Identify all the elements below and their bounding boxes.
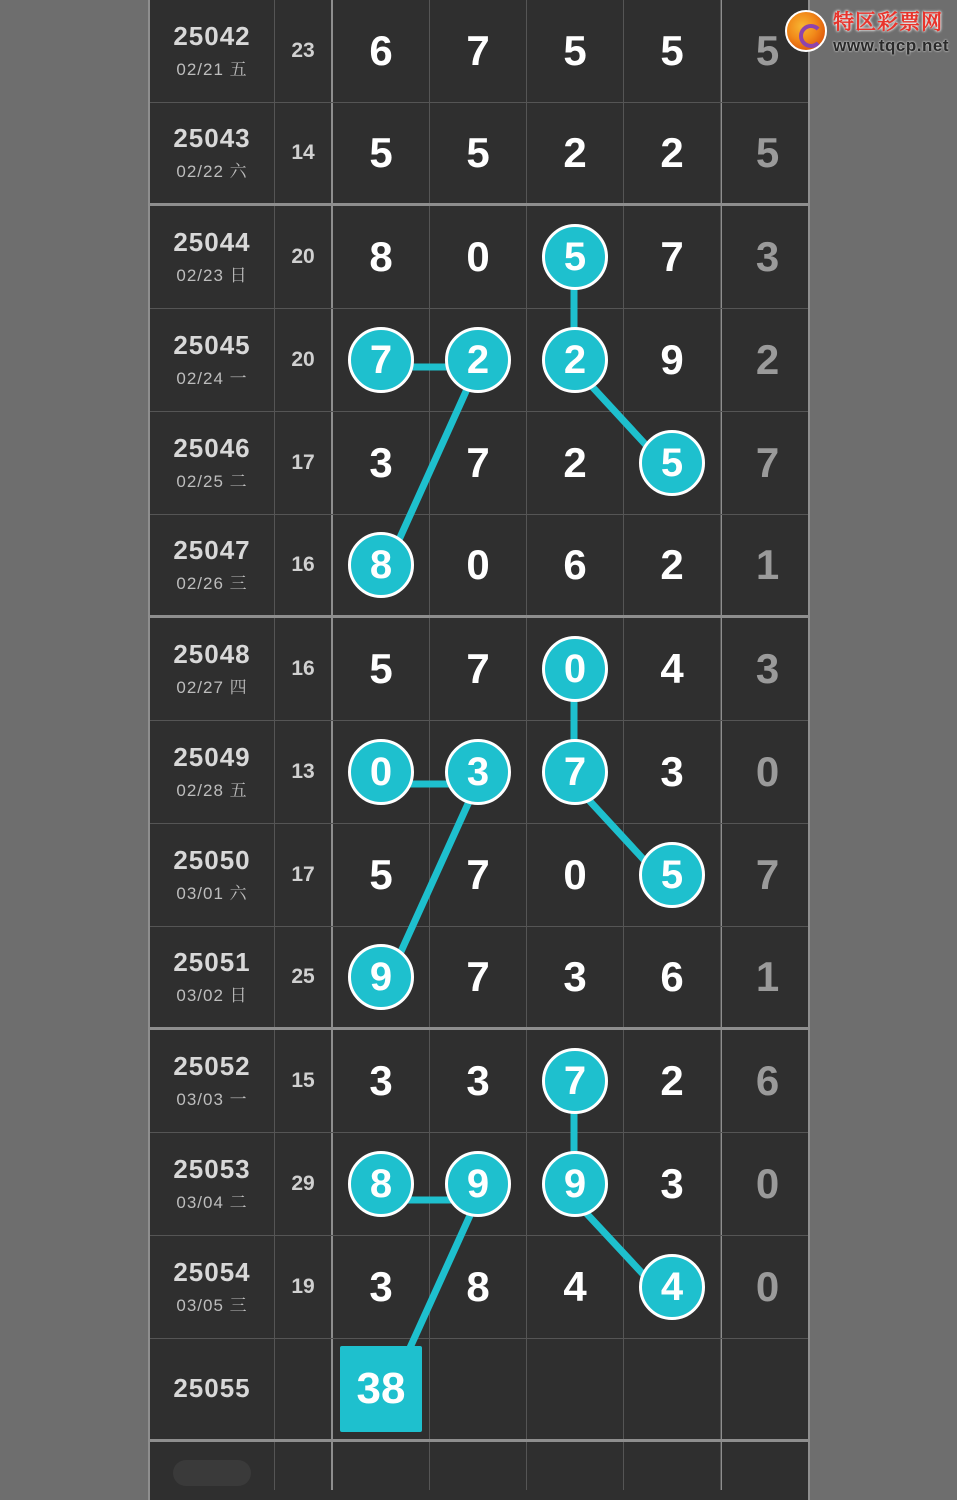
ball-cell[interactable] xyxy=(333,927,430,1027)
ball-number: 2 xyxy=(563,129,587,176)
issue-cell xyxy=(150,927,275,1027)
table-row[interactable] xyxy=(150,206,808,309)
sum-cell: 16 xyxy=(275,618,333,720)
issue-date: 02/21 五 xyxy=(176,60,248,80)
ball-number: 4 xyxy=(639,1254,705,1320)
ball-number: 6 xyxy=(563,541,587,588)
sum-cell: 20 xyxy=(275,206,333,308)
ball-cell[interactable] xyxy=(430,721,527,823)
issue-number: 25042 xyxy=(173,20,251,51)
last-digit-cell: 2 xyxy=(721,309,813,411)
ball-cell[interactable] xyxy=(527,309,624,411)
issue-cell xyxy=(150,103,275,203)
ball-cell[interactable] xyxy=(430,1133,527,1235)
ball-cell[interactable] xyxy=(430,824,527,926)
ball-cell[interactable] xyxy=(430,103,527,203)
ball-number: 9 xyxy=(660,336,684,383)
ball-number: 2 xyxy=(563,439,587,486)
ball-cell[interactable] xyxy=(624,412,721,514)
issue-cell xyxy=(150,1339,275,1439)
ball-number: 3 xyxy=(369,1057,393,1104)
table-rows xyxy=(150,0,808,1490)
table-row-partial[interactable] xyxy=(150,1442,808,1490)
ball-cell[interactable] xyxy=(333,103,430,203)
ball-cell[interactable] xyxy=(624,1236,721,1338)
issue-number: 25049 xyxy=(173,741,251,772)
ball-number: 3 xyxy=(660,748,684,795)
ball-number: 5 xyxy=(369,129,393,176)
ball-cell[interactable] xyxy=(527,927,624,1027)
issue-number: 25047 xyxy=(173,534,251,565)
ball-cell[interactable] xyxy=(527,1442,624,1490)
issue-cell xyxy=(150,824,275,926)
sum-cell: 23 xyxy=(275,0,333,102)
ball-cell[interactable] xyxy=(624,1133,721,1235)
table-row[interactable] xyxy=(150,1133,808,1236)
ball-cell[interactable] xyxy=(624,309,721,411)
ball-cell[interactable] xyxy=(624,1442,721,1490)
issue-number: 25051 xyxy=(173,946,251,977)
table-row[interactable] xyxy=(150,721,808,824)
issue-cell xyxy=(150,515,275,615)
ball-number: 3 xyxy=(369,1263,393,1310)
ball-cell[interactable] xyxy=(333,1236,430,1338)
table-row[interactable] xyxy=(150,309,808,412)
ball-number: 0 xyxy=(348,739,414,805)
ball-number: 0 xyxy=(563,851,587,898)
ball-number: 8 xyxy=(348,1151,414,1217)
ball-cell[interactable] xyxy=(527,103,624,203)
table-row[interactable] xyxy=(150,1339,808,1442)
sum-cell: 20 xyxy=(275,309,333,411)
sum-cell xyxy=(275,1339,333,1439)
ball-cell[interactable] xyxy=(624,103,721,203)
issue-number: 25044 xyxy=(173,226,251,257)
ball-number: 5 xyxy=(660,27,684,74)
ball-number: 5 xyxy=(563,27,587,74)
ball-number: 7 xyxy=(542,1048,608,1114)
issue-date: 03/03 一 xyxy=(176,1090,248,1110)
ball-cell[interactable] xyxy=(527,0,624,102)
last-digit-cell: 3 xyxy=(721,618,813,720)
ball-number: 0 xyxy=(542,636,608,702)
ball-number: 3 xyxy=(563,953,587,1000)
ball-number: 2 xyxy=(542,327,608,393)
ball-cell[interactable] xyxy=(333,309,430,411)
ball-cell[interactable] xyxy=(624,1339,721,1439)
issue-number: 25054 xyxy=(173,1256,251,1287)
table-row[interactable] xyxy=(150,0,808,103)
placeholder-pill xyxy=(173,1460,251,1486)
last-digit-cell xyxy=(721,1442,813,1490)
ball-cell[interactable] xyxy=(527,824,624,926)
issue-date: 02/25 二 xyxy=(176,472,248,492)
table-row[interactable] xyxy=(150,412,808,515)
ball-cell[interactable] xyxy=(527,721,624,823)
sum-cell: 14 xyxy=(275,103,333,203)
watermark-url: www.tqcp.net xyxy=(833,36,949,55)
ball-number: 9 xyxy=(348,944,414,1010)
sum-cell xyxy=(275,1442,333,1490)
ball-cell[interactable] xyxy=(430,1339,527,1439)
issue-number: 25046 xyxy=(173,432,251,463)
sum-cell: 15 xyxy=(275,1030,333,1132)
issue-date: 02/22 六 xyxy=(176,162,248,182)
sum-cell: 13 xyxy=(275,721,333,823)
issue-number: 25050 xyxy=(173,844,251,875)
last-digit-cell: 1 xyxy=(721,927,813,1027)
issue-number: 25048 xyxy=(173,638,251,669)
ball-number: 2 xyxy=(445,327,511,393)
ball-number: 5 xyxy=(369,645,393,692)
issue-cell xyxy=(150,618,275,720)
ball-cell[interactable] xyxy=(333,1339,430,1439)
last-digit-cell: 5 xyxy=(721,103,813,203)
last-digit-cell: 0 xyxy=(721,1133,813,1235)
watermark-title: 特区彩票网 xyxy=(833,11,944,34)
issue-date: 03/04 二 xyxy=(176,1193,248,1213)
ball-cell[interactable] xyxy=(624,206,721,308)
ball-cell[interactable] xyxy=(527,515,624,615)
ball-cell[interactable] xyxy=(624,824,721,926)
sum-cell: 17 xyxy=(275,824,333,926)
issue-date: 03/01 六 xyxy=(176,884,248,904)
issue-number: 25052 xyxy=(173,1050,251,1081)
ball-cell[interactable] xyxy=(333,1442,430,1490)
ball-number: 8 xyxy=(369,233,393,280)
ball-cell[interactable] xyxy=(430,206,527,308)
ball-number: 9 xyxy=(542,1151,608,1217)
issue-number: 25053 xyxy=(173,1153,251,1184)
ball-cell[interactable] xyxy=(333,206,430,308)
ball-number: 5 xyxy=(639,842,705,908)
issue-cell xyxy=(150,309,275,411)
ball-cell[interactable] xyxy=(333,0,430,102)
ball-number: 7 xyxy=(466,439,490,486)
issue-date: 03/05 三 xyxy=(176,1296,248,1316)
ball-number: 7 xyxy=(542,739,608,805)
ball-number: 5 xyxy=(466,129,490,176)
last-digit-cell: 7 xyxy=(721,824,813,926)
ball-cell[interactable] xyxy=(333,824,430,926)
ball-number: 7 xyxy=(466,851,490,898)
ball-cell[interactable] xyxy=(430,618,527,720)
table-row[interactable] xyxy=(150,1030,808,1133)
ball-number: 7 xyxy=(466,953,490,1000)
ball-cell[interactable] xyxy=(333,412,430,514)
sum-cell: 19 xyxy=(275,1236,333,1338)
ball-number: 8 xyxy=(348,532,414,598)
ball-cell[interactable] xyxy=(527,618,624,720)
ball-cell[interactable] xyxy=(527,206,624,308)
ball-number: 8 xyxy=(466,1263,490,1310)
ball-cell[interactable] xyxy=(527,1236,624,1338)
ball-number: 0 xyxy=(466,233,490,280)
ball-cell[interactable] xyxy=(430,1442,527,1490)
ball-cell[interactable] xyxy=(333,515,430,615)
ball-cell[interactable] xyxy=(333,721,430,823)
table-row[interactable] xyxy=(150,927,808,1030)
ball-number: 6 xyxy=(660,953,684,1000)
table-row[interactable] xyxy=(150,824,808,927)
ball-cell[interactable] xyxy=(430,927,527,1027)
issue-cell xyxy=(150,1030,275,1132)
last-digit-cell: 0 xyxy=(721,721,813,823)
ball-number: 5 xyxy=(369,851,393,898)
ball-number: 4 xyxy=(660,645,684,692)
issue-date: 02/23 日 xyxy=(176,266,248,286)
last-digit-cell: 6 xyxy=(721,1030,813,1132)
ball-number: 3 xyxy=(369,439,393,486)
issue-date: 03/02 日 xyxy=(176,986,248,1006)
sum-cell: 16 xyxy=(275,515,333,615)
ball-cell[interactable] xyxy=(527,1030,624,1132)
ball-cell[interactable] xyxy=(430,1030,527,1132)
ball-number: 5 xyxy=(639,430,705,496)
lottery-ball-icon xyxy=(785,10,827,52)
ball-number: 9 xyxy=(445,1151,511,1217)
ball-cell[interactable] xyxy=(624,1030,721,1132)
issue-number: 25043 xyxy=(173,122,251,153)
ball-cell[interactable] xyxy=(430,1236,527,1338)
ball-cell[interactable] xyxy=(430,412,527,514)
ball-number: 7 xyxy=(660,233,684,280)
ball-cell[interactable] xyxy=(624,927,721,1027)
issue-date: 02/28 五 xyxy=(176,781,248,801)
issue-cell xyxy=(150,721,275,823)
ball-number: 4 xyxy=(563,1263,587,1310)
ball-cell[interactable] xyxy=(333,1133,430,1235)
ball-cell[interactable] xyxy=(527,412,624,514)
issue-cell xyxy=(150,1236,275,1338)
lottery-trend-table xyxy=(148,0,810,1500)
ball-number: 2 xyxy=(660,541,684,588)
ball-cell[interactable] xyxy=(430,309,527,411)
ball-number: 2 xyxy=(660,129,684,176)
last-digit-cell: 7 xyxy=(721,412,813,514)
ball-cell[interactable] xyxy=(333,618,430,720)
site-watermark xyxy=(785,6,949,56)
issue-date: 02/24 一 xyxy=(176,369,248,389)
ball-number: 7 xyxy=(466,27,490,74)
ball-number: 5 xyxy=(542,224,608,290)
last-digit-cell xyxy=(721,1339,813,1439)
last-digit-cell: 0 xyxy=(721,1236,813,1338)
ball-number: 7 xyxy=(348,327,414,393)
ball-cell[interactable] xyxy=(333,1030,430,1132)
ball-number: 2 xyxy=(660,1057,684,1104)
issue-cell xyxy=(150,412,275,514)
ball-number: 3 xyxy=(445,739,511,805)
issue-cell xyxy=(150,0,275,102)
sum-cell: 25 xyxy=(275,927,333,1027)
last-digit-cell: 5 xyxy=(721,0,813,102)
table-row[interactable] xyxy=(150,1236,808,1339)
ball-number: 3 xyxy=(660,1160,684,1207)
issue-date: 02/27 四 xyxy=(176,678,248,698)
issue-number: 25045 xyxy=(173,329,251,360)
sum-cell: 29 xyxy=(275,1133,333,1235)
ball-cell[interactable] xyxy=(624,515,721,615)
ball-cell[interactable] xyxy=(430,515,527,615)
ball-cell[interactable] xyxy=(527,1339,624,1439)
last-digit-cell: 3 xyxy=(721,206,813,308)
sum-cell: 17 xyxy=(275,412,333,514)
ball-number: 38 xyxy=(340,1346,422,1432)
issue-date: 02/26 三 xyxy=(176,574,248,594)
ball-cell[interactable] xyxy=(624,0,721,102)
table-row[interactable] xyxy=(150,515,808,618)
issue-cell xyxy=(150,1133,275,1235)
table-row[interactable] xyxy=(150,618,808,721)
watermark-text xyxy=(833,6,949,56)
ball-number: 7 xyxy=(466,645,490,692)
ball-number: 6 xyxy=(369,27,393,74)
ball-cell[interactable] xyxy=(624,618,721,720)
issue-cell xyxy=(150,206,275,308)
issue-cell xyxy=(150,1442,275,1490)
ball-number: 0 xyxy=(466,541,490,588)
last-digit-cell: 1 xyxy=(721,515,813,615)
ball-number: 3 xyxy=(466,1057,490,1104)
ball-cell[interactable] xyxy=(527,1133,624,1235)
table-row[interactable] xyxy=(150,103,808,206)
issue-number: 25055 xyxy=(173,1373,251,1404)
ball-cell[interactable] xyxy=(624,721,721,823)
ball-cell[interactable] xyxy=(430,0,527,102)
